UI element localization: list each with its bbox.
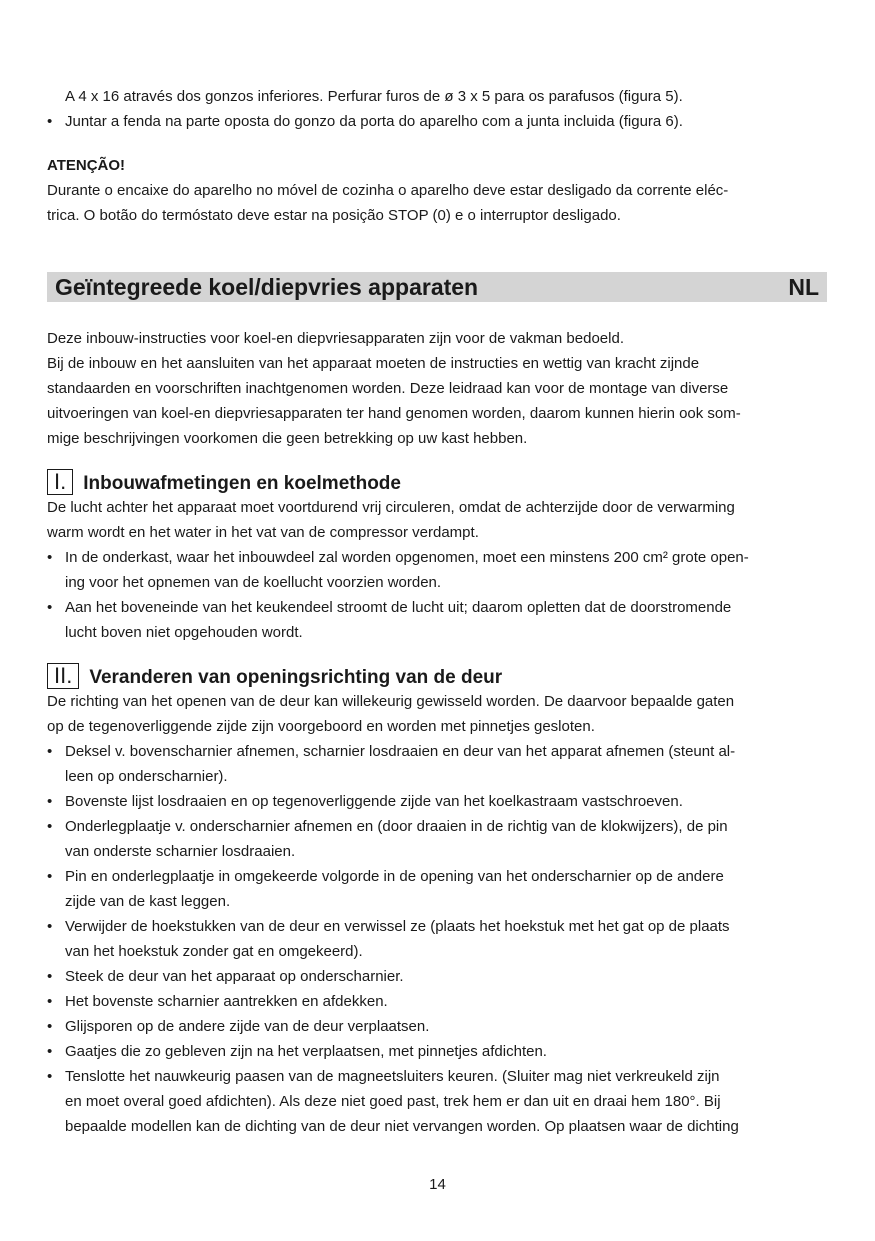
- intro-line: mige beschrijvingen voorkomen die geen betrekking op uw kast hebben.: [47, 430, 528, 447]
- section-title: Inbouwafmetingen en koelmethode: [83, 473, 401, 494]
- line: Onderlegplaatje v. onderscharnier afnemen en (door draaien in de richtig van de klokwijzers), de pin: [65, 818, 728, 835]
- intro-line: Bij de inbouw en het aansluiten van het apparaat moeten de instructies en wettig van kracht zijnde: [47, 355, 700, 372]
- page-content: [47, 84, 827, 1139]
- line: van het hoekstuk zonder gat en omgekeerd).: [65, 943, 363, 960]
- section-numeral: II.: [47, 663, 79, 689]
- line: ing voor het opnemen van de koellucht voorzien worden.: [65, 574, 442, 591]
- section-heading-1: [47, 467, 827, 495]
- line: In de onderkast, waar het inbouwdeel zal worden opgenomen, moet een minstens 200 cm² grote open-: [65, 549, 749, 566]
- line: lucht boven niet opgehouden wordt.: [65, 624, 303, 641]
- list-item: [47, 964, 827, 989]
- intro-line: Deze inbouw-instructies voor koel-en diepvriesapparaten zijn voor de vakman bedoeld.: [47, 330, 624, 347]
- intro-line: uitvoeringen van koel-en diepvriesapparaten ter hand genomen worden, daarom kunnen hierin ook som-: [47, 405, 741, 422]
- list-item: [47, 789, 827, 814]
- line: Glijsporen op de andere zijde van de deur verplaatsen.: [65, 1018, 430, 1035]
- section-2-bullets: [47, 739, 827, 1139]
- warning-title: ATENÇÃO!: [47, 157, 126, 174]
- section-line: De richting van het openen van de deur kan willekeurig gewisseld worden. De daarvoor bepaalde gaten: [47, 693, 735, 710]
- continued-line: A 4 x 16 através dos gonzos inferiores. Perfurar furos de ø 3 x 5 para os parafusos (figura 5).: [65, 88, 683, 105]
- list-item: [47, 545, 827, 595]
- list-item: [47, 1039, 827, 1064]
- list-item: [47, 864, 827, 914]
- line: Deksel v. bovenscharnier afnemen, scharnier losdraaien en deur van het apparat afnemen (steunt al-: [65, 743, 736, 760]
- top-bullet-list: [47, 109, 827, 134]
- page-number: 14: [429, 1176, 446, 1193]
- list-item: [47, 1014, 827, 1039]
- section-line: op de tegenoverliggende zijde zijn voorgeboord en worden met pinnetjes gesloten.: [47, 718, 595, 735]
- section-heading-2: [47, 661, 827, 689]
- list-item: [47, 989, 827, 1014]
- section-1-bullets: [47, 545, 827, 645]
- list-item: • Juntar a fenda na parte oposta do gonzo da porta do aparelho com a junta incluida (figura 6).: [47, 109, 827, 134]
- section-line: warm wordt en het water in het vat van de compressor verdampt.: [47, 524, 479, 541]
- line: Steek de deur van het apparaat op onderscharnier.: [65, 968, 404, 985]
- line: bepaalde modellen kan de dichting van de deur niet vervangen worden. Op plaatsen waar de dichting: [65, 1118, 739, 1135]
- section-banner: [47, 272, 827, 302]
- line: van onderste scharnier losdraaien.: [65, 843, 296, 860]
- line: Pin en onderlegplaatje in omgekeerde volgorde in de opening van het onderscharnier op de andere: [65, 868, 724, 885]
- list-item: [47, 1064, 827, 1139]
- banner-title: Geïntegreede koel/diepvries apparaten: [55, 273, 479, 300]
- line: Tenslotte het nauwkeurig paasen van de magneetsluiters keuren. (Sluiter mag niet verkreukeld zijn: [65, 1068, 720, 1085]
- section-line: De lucht achter het apparaat moet voortdurend vrij circuleren, omdat de achterzijde door de verwarming: [47, 499, 735, 516]
- section-title: Veranderen van openingsrichting van de deur: [89, 667, 503, 688]
- list-item: [47, 739, 827, 789]
- line: en moet overal goed afdichten). Als deze niet goed past, trek hem er dan uit en draai hem 180°. Bij: [65, 1093, 721, 1110]
- language-code: NL: [788, 273, 819, 300]
- line: Verwijder de hoekstukken van de deur en verwissel ze (plaats het hoekstuk met het gat op de plaats: [65, 918, 730, 935]
- line: Bovenste lijst losdraaien en op tegenoverliggende zijde van het koelkastraam vastschroeven.: [65, 793, 683, 810]
- line: leen op onderscharnier).: [65, 768, 228, 785]
- line: Het bovenste scharnier aantrekken en afdekken.: [65, 993, 388, 1010]
- line: Aan het boveneinde van het keukendeel stroomt de lucht uit; daarom opletten dat de doorstromende: [65, 599, 732, 616]
- list-item: [47, 595, 827, 645]
- intro-line: standaarden en voorschriften inachtgenomen worden. Deze leidraad kan voor de montage van diverse: [47, 380, 729, 397]
- warning-line: Durante o encaixe do aparelho no móvel de cozinha o aparelho deve estar desligado da corrente eléc-: [47, 182, 729, 199]
- list-item: [47, 914, 827, 964]
- list-item: [47, 814, 827, 864]
- section-numeral: I.: [47, 469, 73, 495]
- line: Gaatjes die zo gebleven zijn na het verplaatsen, met pinnetjes afdichten.: [65, 1043, 547, 1060]
- line: zijde van de kast leggen.: [65, 893, 231, 910]
- warning-line: trica. O botão do termóstato deve estar na posição STOP (0) e o interruptor desligado.: [47, 207, 621, 224]
